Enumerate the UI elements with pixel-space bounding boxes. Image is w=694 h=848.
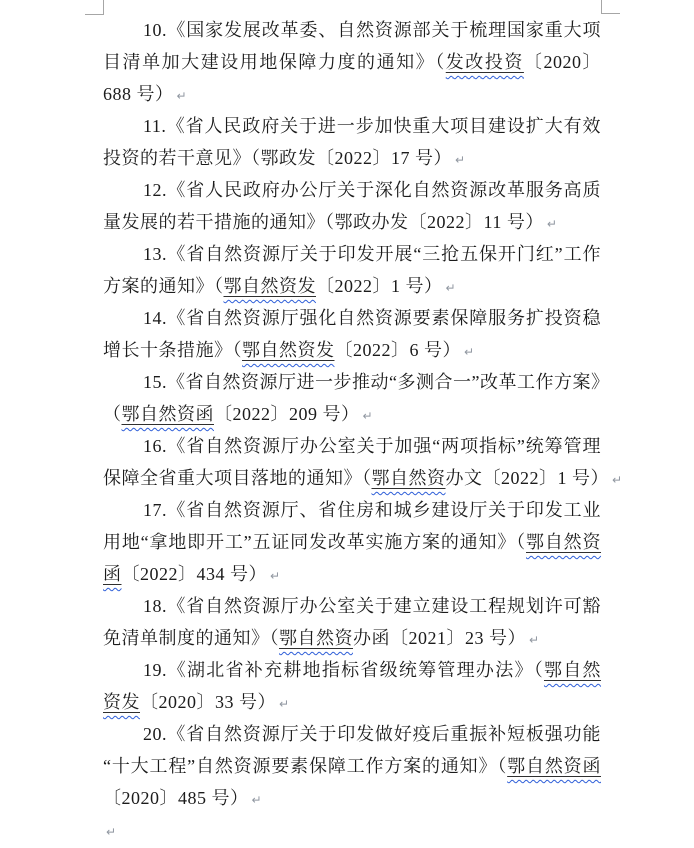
paragraph-mark-icon: ↵: [251, 793, 262, 807]
text-line: [103, 686, 601, 718]
text-line: [103, 494, 601, 526]
text-line: [103, 110, 601, 142]
paragraph-mark-icon: ↵: [176, 89, 187, 103]
text-line: [103, 782, 601, 814]
text-line: [103, 142, 601, 174]
text-area: [103, 14, 623, 846]
text-run: “十大工程”自然资源要素保障工作方案的通知》（: [103, 756, 508, 776]
text-run: 鄂自然资发: [242, 340, 335, 360]
text-line: [103, 718, 601, 750]
text-line: [103, 206, 601, 238]
text-run: 鄂自然资函: [121, 404, 214, 424]
text-line: [103, 302, 601, 334]
paragraph-mark-icon: ↵: [279, 697, 290, 711]
grammar-flagged-text: [103, 564, 122, 584]
paragraph-mark-icon: ↵: [106, 825, 117, 839]
text-run: 13.《省自然资源厅关于印发开展“三抢五保开门红”工作: [143, 244, 601, 264]
text-run: 办文〔2022〕1 号）: [445, 468, 609, 488]
text-line: [103, 558, 601, 590]
text-line: [103, 270, 601, 302]
text-run: 目清单加大建设用地保障力度的通知》（: [103, 52, 446, 72]
text-run: 〔2020〕33 号）: [140, 692, 276, 712]
text-run: 〔2020〕: [523, 52, 602, 72]
text-line: [103, 174, 601, 206]
text-line: [103, 590, 601, 622]
crop-mark-top-right: [601, 0, 620, 14]
grammar-flagged-text: [507, 756, 601, 776]
text-line: [103, 46, 601, 78]
grammar-flagged-text: [122, 404, 215, 424]
grammar-flagged-text: [279, 628, 353, 648]
text-run: 保障全省重大项目落地的通知》（: [103, 468, 372, 488]
text-run: 发改投资: [445, 52, 524, 72]
text-run: 鄂自然资发: [223, 276, 316, 296]
grammar-flagged-text: [544, 660, 601, 680]
paragraph-mark-icon: ↵: [529, 633, 540, 647]
paragraph-mark-icon: ↵: [362, 409, 373, 423]
text-line: [103, 526, 601, 558]
text-run: 投资的若干意见》（鄂政发〔2022〕17 号）: [103, 148, 452, 168]
text-line: [103, 622, 601, 654]
text-run: 鄂自然资函: [507, 756, 601, 776]
text-run: 12.《省人民政府办公厅关于深化自然资源改革服务高质: [143, 180, 601, 200]
text-run: 量发展的若干措施的通知》（鄂政办发〔2022〕11 号）: [103, 212, 544, 232]
text-run: 鄂自然资: [526, 532, 602, 552]
text-line: [103, 14, 601, 46]
text-run: 17.《省自然资源厅、省住房和城乡建设厅关于印发工业: [143, 500, 601, 520]
text-run: 增长十条措施》（: [103, 340, 242, 360]
text-line: [103, 430, 601, 462]
text-run: 鄂自然资: [371, 468, 446, 488]
text-run: 688 号）: [103, 84, 174, 104]
text-run: 19.《湖北省补充耕地指标省级统筹管理办法》（: [143, 660, 544, 680]
paragraph-mark-icon: ↵: [270, 569, 281, 583]
text-run: 16.《省自然资源厅办公室关于加强“两项指标”统筹管理: [143, 436, 601, 456]
grammar-flagged-text: [224, 276, 317, 296]
text-line: [103, 654, 601, 686]
text-line: [103, 398, 601, 430]
text-line: [103, 238, 601, 270]
grammar-flagged-text: [372, 468, 446, 488]
paragraph-mark-icon: ↵: [546, 217, 557, 231]
grammar-flagged-text: [526, 532, 601, 552]
text-run: 10.《国家发展改革委、自然资源部关于梳理国家重大项: [143, 20, 601, 40]
paragraph-mark-icon: ↵: [445, 281, 456, 295]
text-run: 方案的通知》（: [103, 276, 224, 296]
text-run: 〔2020〕485 号）: [103, 788, 249, 808]
text-run: 〔2022〕209 号）: [214, 404, 360, 424]
text-line: [103, 750, 601, 782]
paragraph-mark-icon: ↵: [464, 345, 475, 359]
text-run: 鄂自然资: [279, 628, 353, 648]
text-run: 11.《省人民政府关于进一步加快重大项目建设扩大有效: [143, 116, 601, 136]
text-line: [103, 78, 601, 110]
paragraph-mark-icon: ↵: [612, 473, 623, 487]
text-run: 18.《省自然资源厅办公室关于建立建设工程规划许可豁: [143, 596, 601, 616]
text-line: [103, 462, 623, 494]
text-run: 用地“拿地即开工”五证同发改革实施方案的通知》（: [103, 532, 526, 552]
text-line: [103, 334, 601, 366]
text-run: 办函〔2021〕23 号）: [353, 628, 526, 648]
text-run: 〔2022〕1 号）: [316, 276, 443, 296]
text-run: 资发: [103, 692, 140, 712]
text-line: [103, 366, 610, 398]
paragraph-mark-icon: ↵: [455, 153, 466, 167]
text-run: 函: [103, 564, 122, 584]
text-run: 20.《省自然资源厅关于印发做好疫后重振补短板强功能: [143, 724, 601, 744]
text-line: [103, 814, 601, 846]
text-run: 免清单制度的通知》（: [103, 628, 279, 648]
text-run: 〔2022〕434 号）: [121, 564, 267, 584]
text-run: 〔2022〕6 号）: [334, 340, 461, 360]
grammar-flagged-text: [446, 52, 524, 72]
crop-mark-top-left: [85, 0, 104, 15]
text-run: （: [103, 404, 122, 424]
text-run: 15.《省自然资源厅进一步推动“多测合一”改革工作方案》: [143, 372, 610, 392]
grammar-flagged-text: [103, 692, 140, 712]
text-run: 14.《省自然资源厅强化自然资源要素保障服务扩投资稳: [143, 308, 601, 328]
text-run: 鄂自然: [543, 660, 602, 680]
grammar-flagged-text: [242, 340, 335, 360]
